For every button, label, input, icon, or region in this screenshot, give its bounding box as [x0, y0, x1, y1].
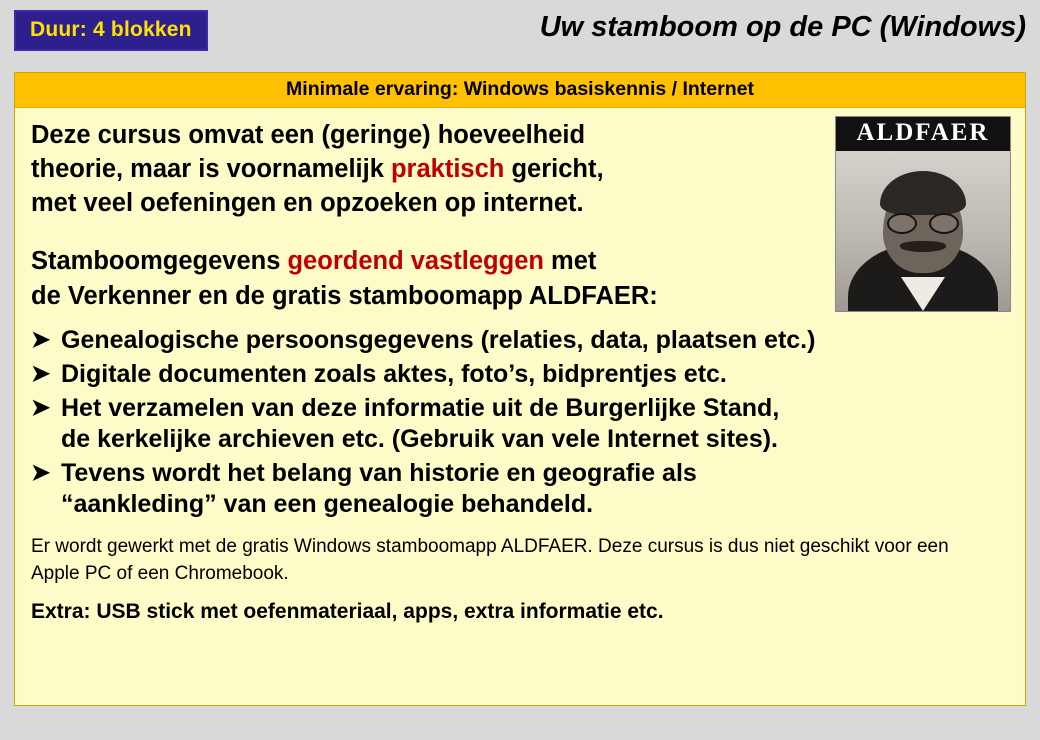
subtitle-bar: Minimale ervaring: Windows basiskennis / Internet [15, 73, 1025, 108]
intro-line-5: de Verkenner en de gratis stamboomapp ALDFAER: [31, 281, 658, 310]
list-item [31, 393, 1009, 455]
arrow-bullet-icon: ➤ [31, 325, 51, 352]
intro-line-2-pre: theorie, maar is voornamelijk [31, 155, 391, 184]
intro-line-2-post: gericht, [504, 155, 604, 184]
intro-highlight-praktisch: praktisch [390, 155, 505, 184]
aldfaer-label: ALDFAER [836, 117, 1010, 151]
list-item-text [61, 325, 1009, 356]
intro-line-1: Deze cursus omvat een (geringe) hoeveelheid [31, 121, 586, 149]
bullet-list [31, 325, 1009, 520]
list-item [31, 325, 1009, 356]
intro-text [31, 118, 831, 313]
list-item-line-1: Digitale documenten zoals aktes, foto’s, bidprentjes etc. [61, 359, 727, 388]
aldfaer-logo-card [835, 116, 1011, 312]
intro-line-4-post: met [543, 247, 597, 276]
intro-line-4-pre: Stamboomgegevens [31, 247, 288, 276]
list-item-line-1: Genealogische persoonsgegevens (relaties, data, plaatsen etc.) [61, 325, 816, 354]
list-item-line-2: “aankleding” van een genealogie behandeld. [61, 489, 594, 518]
portrait-moustache [900, 241, 946, 252]
arrow-bullet-icon: ➤ [31, 393, 51, 420]
extra-text: Extra: USB stick met oefenmateriaal, apps, extra informatie etc. [31, 599, 664, 623]
intro-line-4 [31, 244, 831, 278]
portrait-hair [880, 171, 966, 215]
panel-body [15, 108, 1025, 740]
list-item-text [61, 393, 1009, 455]
arrow-bullet-icon: ➤ [31, 359, 51, 386]
list-item [31, 458, 1009, 520]
arrow-bullet-icon: ➤ [31, 458, 51, 485]
intro-line-2 [31, 152, 831, 186]
list-item-line-1: Het verzamelen van deze informatie uit de Burgerlijke Stand, [61, 393, 780, 422]
glasses-icon [886, 213, 960, 231]
list-item-text [61, 458, 1009, 520]
portrait-photo [836, 151, 1010, 311]
list-item-text [61, 359, 1009, 390]
content-panel [14, 72, 1026, 706]
page-title: Uw stamboom op de PC (Windows) [539, 11, 1026, 43]
list-item-line-1: Tevens wordt het belang van historie en geografie als [61, 458, 697, 487]
list-item [31, 359, 1009, 390]
footnote-text: Er wordt gewerkt met de gratis Windows stamboomapp ALDFAER. Deze cursus is dus niet geschikt voor een Apple PC of een Chromebook. [31, 535, 949, 584]
list-item-line-2: de kerkelijke archieven etc. (Gebruik van vele Internet sites). [61, 424, 779, 453]
intro-line-3: met veel oefeningen en opzoeken op internet. [31, 189, 584, 218]
duration-badge: Duur: 4 blokken [14, 10, 208, 51]
intro-highlight-geordend: geordend vastleggen [287, 247, 544, 276]
